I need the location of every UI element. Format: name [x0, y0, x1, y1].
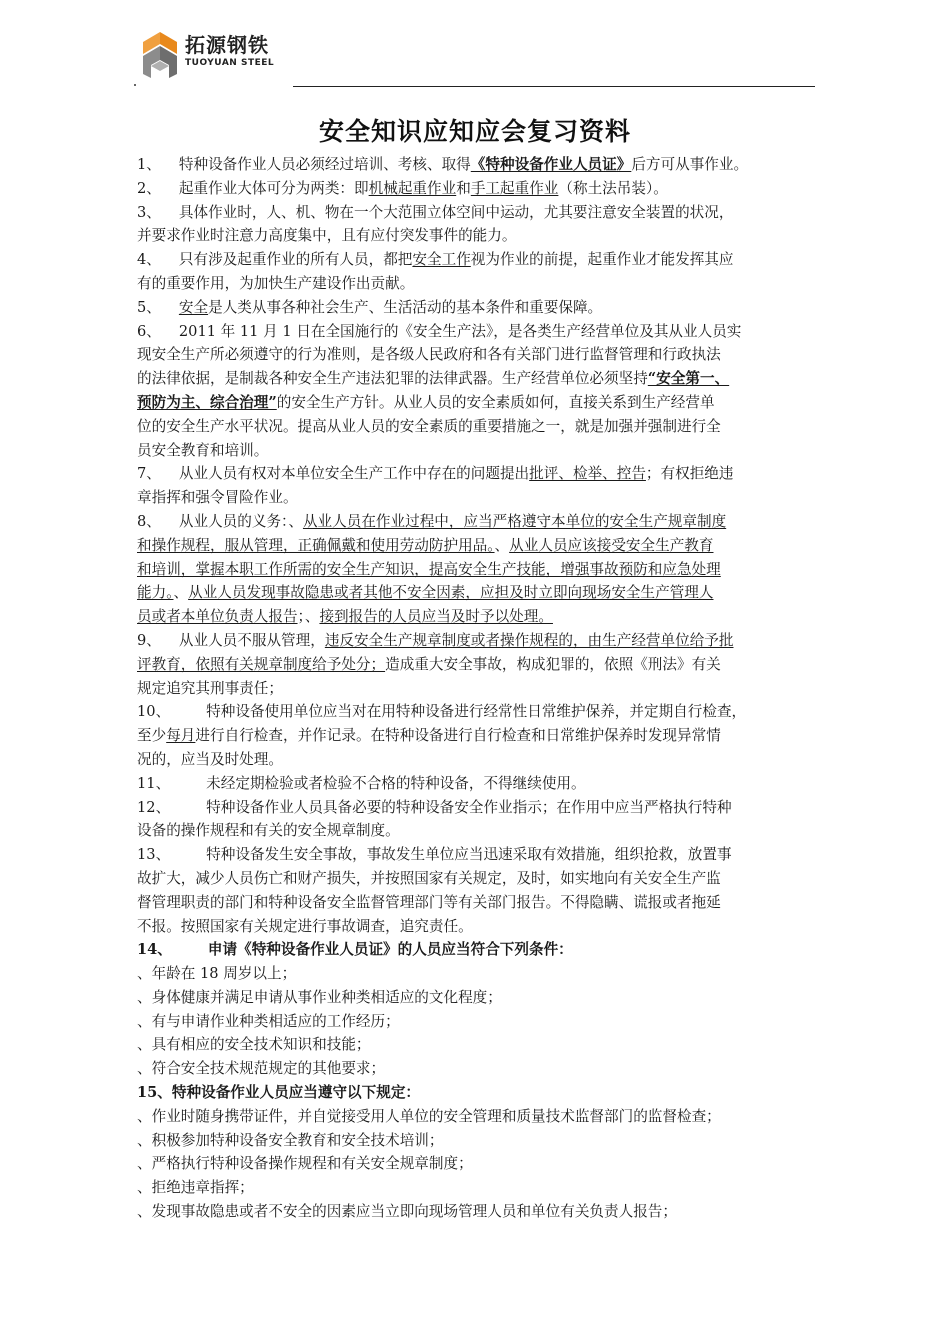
underlined-term: 《特种设备作业人员证》	[470, 156, 632, 173]
item-number: 11、	[137, 774, 171, 792]
underlined-term: 批评、检举、控告	[529, 465, 646, 483]
list-item: 、严格执行特种设备操作规程和有关安全规章制度；	[137, 1155, 473, 1173]
list-item: 、发现事故隐患或者不安全的因素应当立即向现场管理人员和单位有关负责人报告；	[137, 1203, 677, 1221]
dot-mark	[134, 84, 136, 86]
underlined-term: 手工起重作业	[470, 179, 559, 197]
list-item: 、作业时随身携带证件，并自觉接受用人单位的安全管理和质量技术监督部门的监督检查；	[137, 1107, 721, 1125]
list-item: 、身体健康并满足申请从事作业种类相适应的文化程度；	[137, 988, 502, 1006]
safety-policy-text: 预防为主、综合治理”	[137, 393, 277, 411]
item-number: 3、	[137, 203, 161, 221]
header-divider	[293, 86, 815, 87]
underlined-term: 违反安全生产规章制度或者操作规程的，由生产经营单位给予批	[324, 631, 734, 649]
underlined-duty: 从业人员应该接受安全生产教育	[509, 536, 714, 554]
item-12: 12、 特种设备作业人员具备必要的特种设备安全作业指示；在作用中应当严格执行特种 设备的操作规程和有关的安全规章制度。	[137, 798, 732, 840]
underlined-duty: 从业人员在作业过程中，应当严格遵守本单位的安全生产规章制度	[302, 512, 727, 530]
item-5: 5、 安全是人类从事各种社会生产、生活活动的基本条件和重要保障。	[137, 298, 603, 316]
tuoyuan-logo-icon	[141, 30, 179, 82]
underlined-duty: 能力。	[137, 584, 174, 602]
company-logo-text	[185, 34, 274, 70]
item-15	[137, 1081, 813, 1224]
item-number: 4、	[137, 251, 161, 269]
item-number: 2、	[137, 179, 161, 197]
underlined-term: 评教育，依照有关规章制度给予处分；	[137, 655, 386, 673]
letterhead	[137, 28, 817, 90]
underlined-duty: 和培训，掌握本职工作所需的安全生产知识，提高安全生产技能，增强事故预防和应急处理	[137, 560, 721, 578]
item-11: 11、 未经定期检验或者检验不合格的特种设备，不得继续使用。	[137, 774, 586, 792]
item-8: 8、 从业人员的义务：、从业人员在作业过程中，应当严格遵守本单位的安全生产规章制度 和操作规程，服从管理，正确佩戴和使用劳动防护用品。、从业人员应该接受安全生产教育 和培训，掌握本职工作所需的安全生产知识，提高安全生产技能，增强事故预防和应急处理 能力。、从业人员发现事故隐患或者其他不安全因素，应担及时立即向现场安全生产管理人 员或者本单位负责人报告；、接到报告的人员应当及时予以处理。	[137, 512, 727, 626]
item-4: 4、 只有涉及起重作业的所有人员，都把安全工作视为作业的前提，起重作业才能发挥其应 有的重要作用，为加快生产建设作出贡献。	[137, 251, 734, 292]
document-body	[137, 153, 813, 1224]
item-10: 10、 特种设备使用单位应当对在用特种设备进行经常性日常维护保养，并定期自行检查， 至少每月进行自行检查，并作记录。在特种设备进行自行检查和日常维护保养时发现异常情 况的，应当及时处理。	[137, 703, 747, 768]
item-number: 15、	[137, 1084, 172, 1102]
item-6: 6、 2011 年 11 月 1 日在全国施行的《安全生产法》，是各类生产经营单位及其从业人员实 现安全生产所必须遵守的行为准则，是各级人民政府和各有关部门进行监督管理和行政执法 的法律依据，是制裁各种安全生产违法犯罪的法律武器。生产经营单位必须坚持“安全第一、 预防为主、综合治理”的安全生产方针。从业人员的安全素质如何，直接关系到生产经营单 位的安全生产水平状况。提高从业人员的安全素质的重要措施之一，就是加强并强制进行全 员安全教育和培训。	[137, 322, 742, 459]
item-number: 9、	[137, 631, 161, 649]
underlined-term: 机械起重作业	[368, 179, 457, 197]
item-heading: 特种设备作业人员应当遵守以下规定：	[171, 1084, 421, 1102]
list-item: 、积极参加特种设备安全教育和安全技术培训；	[137, 1131, 444, 1149]
company-name-cn: 拓源钢铁	[185, 33, 269, 57]
item-number: 13、	[137, 846, 171, 864]
item-number: 7、	[137, 465, 161, 483]
item-number: 12、	[137, 798, 171, 816]
underlined-duty: 员或者本单位负责人报告	[137, 608, 298, 626]
item-9: 9、 从业人员不服从管理，违反安全生产规章制度或者操作规程的，由生产经营单位给予批 评教育，依照有关规章制度给予处分；造成重大安全事故，构成犯罪的，依照《刑法》有关 规定追究其刑事责任；	[137, 631, 734, 697]
underlined-term: 每月	[166, 727, 196, 745]
item-13: 13、 特种设备发生安全事故，事故发生单位应当迅速采取有效措施，组织抢救，放置事 故扩大，减少人员伤亡和财产损失，并按照国家有关规定，及时，如实地向有关安全生产监 督管理职责的部门和特种设备安全监督管理部门等有关部门报告。不得隐瞒、谎报或者拖延 不报。按照国家有关规定进行事故调查，追究责任。	[137, 846, 732, 935]
underlined-duty: 从业人员发现事故隐患或者其他不安全因素，应担及时立即向现场安全生产管理人	[188, 584, 714, 602]
list-item: 、拒绝违章指挥；	[137, 1179, 254, 1197]
document-title: 安全知识应知应会复习资料	[318, 117, 631, 146]
company-name-en: TUOYUAN STEEL	[185, 58, 275, 68]
item-number: 5、	[137, 298, 161, 316]
underlined-term: 安全工作	[412, 251, 471, 269]
list-item: 、有与申请作业种类相适应的工作经历；	[137, 1012, 400, 1030]
item-3: 3、 具体作业时，人、机、物在一个大范围立体空间中运动，尤其要注意安全装置的状况， 并要求作业时注意力高度集中，且有应付突发事件的能力。	[137, 203, 734, 245]
list-item: 、具有相应的安全技术知识和技能；	[137, 1036, 371, 1054]
item-number: 8、	[137, 512, 161, 530]
item-number: 1、	[137, 156, 161, 173]
item-7: 7、 从业人员有权对本单位安全生产工作中存在的问题提出批评、检举、控告；有权拒绝违 章指挥和强令冒险作业。	[137, 465, 734, 507]
underlined-duty: 接到报告的人员应当及时予以处理。	[319, 608, 553, 626]
item-number: 6、	[137, 322, 161, 340]
underlined-duty: 和操作规程，服从管理，正确佩戴和使用劳动防护用品。	[137, 536, 495, 554]
item-2: 2、 起重作业大体可分为两类：即机械起重作业和手工起重作业（称土法吊装）。	[137, 179, 668, 197]
item-14	[137, 938, 813, 1081]
list-item: 、符合安全技术规范规定的其他要求；	[137, 1060, 386, 1078]
safety-policy-text: “安全第一、	[647, 370, 730, 388]
item-1: 1、 特种设备作业人员必须经过培训、考核、取得《特种设备作业人员证》后方可从事作业。	[137, 156, 749, 173]
item-number: 10、	[137, 703, 171, 721]
underlined-term: 安全	[178, 298, 209, 316]
list-item: 、年龄在 18 周岁以上；	[137, 965, 297, 983]
item-heading: 申请《特种设备作业人员证》的人员应当符合下列条件：	[207, 941, 573, 959]
item-number: 14、	[137, 941, 172, 959]
